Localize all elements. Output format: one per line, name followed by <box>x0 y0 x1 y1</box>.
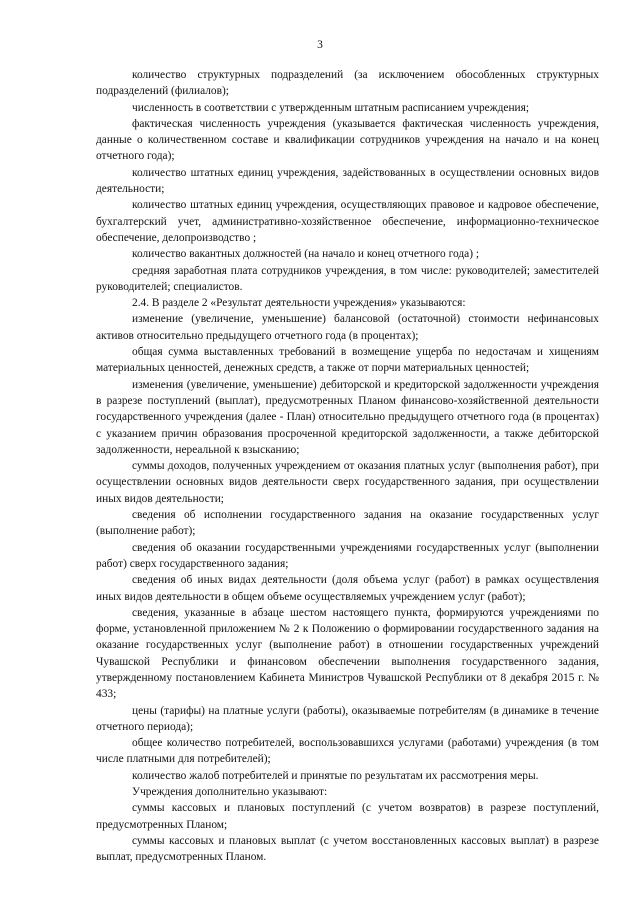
paragraph: сведения, указанные в абзаце шестом настоящего пункта, формируются учреждениями по форме, установленной приложением № 2 к Положению о формировании государственного задания на оказание государственных услуг (выполнение работ) в отношении государственных учреждений Чувашской Республики и финансовом обеспечении выполнения государственного задания, утвержденному постановлением Кабинета Министров Чувашской Республики от 8 декабря 2015 г. № 433; <box>96 606 599 701</box>
paragraph: сведения об иных видах деятельности (доля объема услуг (работ) в рамках осуществления иных видов деятельности в общем объеме осуществляемых учреждением услуг (работ); <box>96 574 599 603</box>
paragraph: общее количество потребителей, воспользовавшихся услугами (работами) учреждения (в том числе платными для потребителей); <box>96 737 599 766</box>
paragraph: численность в соответствии с утвержденным штатным расписанием учреждения; <box>132 101 530 114</box>
paragraph: суммы кассовых и плановых поступлений (с учетом возвратов) в разрезе поступлений, предусмотренных Планом; <box>96 802 599 831</box>
paragraph: сведения об оказании государственными учреждениями государственных услуг (выполнении работ) сверх государственного задания; <box>96 541 599 570</box>
paragraph: количество штатных единиц учреждения, задействованных в осуществлении основных видов деятельности; <box>96 166 599 196</box>
paragraph: суммы кассовых и плановых выплат (с учетом восстановленных кассовых выплат) в разрезе выплат, предусмотренных Планом. <box>96 834 599 864</box>
paragraph: Учреждения дополнительно указывают: <box>132 786 328 799</box>
paragraph: цены (тарифы) на платные услуги (работы), оказываемые потребителям (в динамике в течение отчетного периода); <box>96 704 599 733</box>
paragraph: количество жалоб потребителей и принятые по результатам их рассмотрения меры. <box>132 769 539 782</box>
paragraph: суммы доходов, полученных учреждением от оказания платных услуг (выполнения работ), при осуществлении основных видов деятельности сверх государственного задания, при осуществлении иных видов деятельности; <box>96 460 599 505</box>
section-heading-2-4: 2.4. В разделе 2 «Результат деятельности учреждения» указываются: <box>132 297 466 310</box>
paragraph: изменения (увеличение, уменьшение) дебиторской и кредиторской задолженности учреждения в разрезе поступлений (выплат), предусмотренных Планом финансово-хозяйственной деятельности государственного учреждения (далее - План) относительно предыдущего отчетного года (в процентах) с указанием причин образования просроченной кредиторской задолженности, а также дебиторской задолженности, нереальной к взысканию; <box>96 378 599 456</box>
paragraph: количество структурных подразделений (за исключением обособленных структурных подразделений (филиалов); <box>96 69 599 98</box>
page-number: 3 <box>317 39 323 51</box>
paragraph: средняя заработная плата сотрудников учреждения, в том числе: руководителей; заместителей руководителей; специалистов. <box>96 264 599 293</box>
paragraph: количество вакантных должностей (на начало и конец отчетного года) ; <box>132 248 480 261</box>
paragraph: общая сумма выставленных требований в возмещение ущерба по недостачам и хищениям материальных ценностей, денежных средств, а также от порчи материальных ценностей; <box>96 346 599 375</box>
paragraph: фактическая численность учреждения (указывается фактическая численность учреждения, данные о количественном составе и квалификации сотрудников учреждения на начало и на конец отчетного года); <box>96 117 599 163</box>
paragraph: изменение (увеличение, уменьшение) балансовой (остаточной) стоимости нефинансовых активов относительно предыдущего отчетного года (в процентах); <box>96 313 599 342</box>
paragraph: сведения об исполнении государственного задания на оказание государственных услуг (выполнение работ); <box>96 509 599 538</box>
document-body <box>96 67 599 866</box>
paragraph: количество штатных единиц учреждения, осуществляющих правовое и кадровое обеспечение, бухгалтерский учет, административно-хозяйственное обеспечение, информационно-техническое обеспечение, делопроизводство ; <box>96 199 599 244</box>
